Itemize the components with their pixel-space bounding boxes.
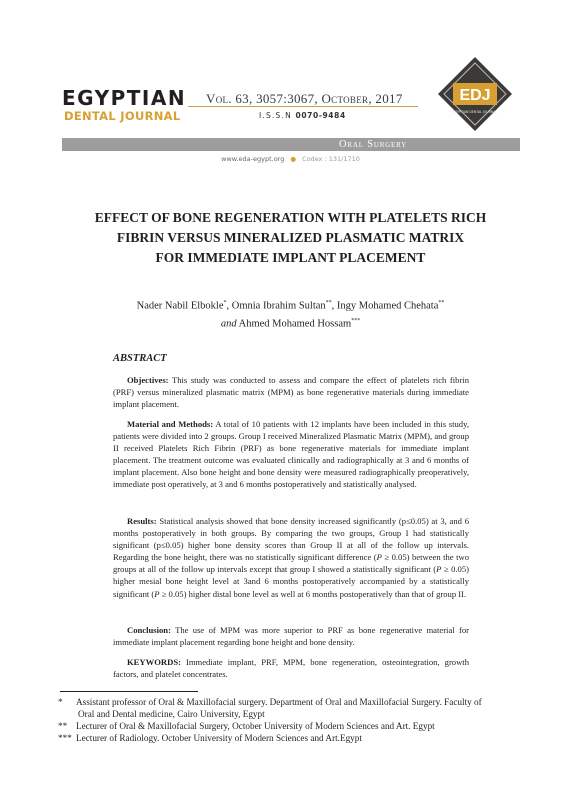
results-p-symbol: P <box>436 564 442 575</box>
footnote-3 <box>58 733 528 745</box>
footnote-text: Lecturer of Radiology. October University of Modern Sciences and Art.Egypt <box>76 733 362 743</box>
keywords-label: KEYWORDS: <box>127 657 181 667</box>
author-affiliation-mark: *** <box>351 317 361 324</box>
header-rule <box>188 106 418 107</box>
author-list: Nader Nabil Elbokle*, Omnia Ibrahim Sultan**, Ingy Mohamed Chehata** and Ahmed Mohamed Hossam*** <box>136 300 445 329</box>
section-label: Oral Surgery <box>339 139 408 150</box>
results-text: ≥ 0.05) higher distal bone level as well at 6 months postoperatively than that of group II. <box>159 588 467 599</box>
results-text: ≥ 0.05) between the two groups at all of the follow up intervals except that group I showed a statistically significant ( <box>113 552 469 575</box>
title-line-3: FOR IMMEDIATE IMPLANT PLACEMENT <box>155 250 426 265</box>
separator-dot-icon: ● <box>290 155 297 163</box>
objectives-text: This study was conducted to assess and compare the effect of platelets rich fibrin (PRF) versus mineralized plasmatic matrix (MPM) as bone regenerative materials during immediate implant placement. <box>113 375 469 410</box>
author-affiliation-mark: ** <box>438 300 445 306</box>
keywords-text: Immediate implant, PRF, MPM, bone regeneration, osteointegration, growth factors, and platelet concentrates. <box>113 657 469 680</box>
author-affiliation-mark: * <box>223 300 227 306</box>
footnote-rule <box>60 691 198 692</box>
website-line <box>0 155 581 163</box>
journal-logo-title: EGYPTIAN <box>62 86 187 110</box>
author-name: Omnia Ibrahim Sultan <box>231 300 326 312</box>
author-name: Ahmed Mohamed Hossam <box>238 318 352 329</box>
edj-badge-logo <box>436 55 514 133</box>
article-title <box>0 208 581 268</box>
issn-line <box>259 111 346 120</box>
abstract-keywords <box>113 656 469 680</box>
conclusion-text: The use of MPM was more superior to PRF as bone regenerative material for immediate implant placement regarding bone height and bone density. <box>113 625 469 648</box>
methods-label: Material and Methods: <box>127 419 214 429</box>
results-p-symbol: P <box>376 552 382 563</box>
author-affiliation-mark: ** <box>325 300 332 306</box>
abstract-results <box>113 515 469 600</box>
results-p-symbol: P <box>154 588 160 599</box>
author-conjunction: and <box>220 318 237 329</box>
results-text: Statistical analysis showed that bone density increased significantly (p≤0.05) at 3, and 6 months postoperatively in both groups. By comparing the two groups, Group I had statistically significant (p≤0.05) higher bone density scores than Group II at all of the follow up intervals. Regarding the bone height, there was no statistically significant difference ( <box>113 516 469 563</box>
objectives-label: Objectives: <box>127 375 169 385</box>
footnote-text-continued: Oral and Dental medicine, Cairo University, Egypt <box>78 708 265 719</box>
section-bar <box>62 138 520 151</box>
footnote-2 <box>58 721 528 733</box>
methods-text: A total of 10 patients with 12 implants have been included in this study, patients were divided into 2 groups. Group I received Mineralized Plasmatic Matrix (MPM), and group II received Platelets Rich Fibrin (PRF) as bone regenerative materials for immediate implant placement. The treatment outcome was evaluated clinically and radiographically at 3 and 6 months of implant placement. Also bone height and bone density were measured radiographically preoperatively, immediate post operatively, at 3 and 6 months postoperatively and statistically analysed. <box>113 419 469 490</box>
abstract-methods <box>113 418 469 491</box>
author-name: Nader Nabil Elbokle <box>136 300 224 312</box>
website-link[interactable]: www.eda-egypt.org <box>221 155 285 163</box>
footnote-mark: ** <box>58 721 68 731</box>
footnote-text: Assistant professor of Oral & Maxillofacial surgery. Department of Oral and Maxillofacial Surgery. Faculty of <box>76 697 482 707</box>
volume-line: Vol. 63, 3057:3067, October, 2017 <box>206 91 403 106</box>
footnote-mark: * <box>58 697 63 707</box>
abstract-conclusion <box>113 624 469 648</box>
title-line-1: EFFECT OF BONE REGENERATION WITH PLATELETS RICH <box>94 210 487 225</box>
badge-ring-text: EGYPTIAN DENTAL JOURNAL <box>452 110 498 114</box>
footnote-1 <box>58 697 528 720</box>
issn-value: 0070-9484 <box>295 111 346 120</box>
abstract-objectives <box>113 374 469 410</box>
footnote-text: Lecturer of Oral & Maxillofacial Surgery, October University of Modern Sciences and Art. Egypt <box>76 721 435 731</box>
codex: Codex : 131/1710 <box>302 155 360 163</box>
journal-logo-subtitle: DENTAL JOURNAL <box>64 109 181 123</box>
results-label: Results: <box>127 516 157 526</box>
footnote-mark: *** <box>58 733 72 743</box>
abstract-heading: ABSTRACT <box>113 353 167 364</box>
badge-text: EDJ <box>459 87 491 104</box>
results-text: ≥ 0.05) higher mesial bone height level at 3and 6 months postoperatively accompanied by a statistically significant ( <box>113 564 469 599</box>
title-line-2: FIBRIN VERSUS MINERALIZED PLASMATIC MATRIX <box>116 230 465 245</box>
issn-label: I.S.S.N <box>259 111 292 120</box>
author-name: Ingy Mohamed Chehata <box>336 300 439 312</box>
conclusion-label: Conclusion: <box>127 625 171 635</box>
